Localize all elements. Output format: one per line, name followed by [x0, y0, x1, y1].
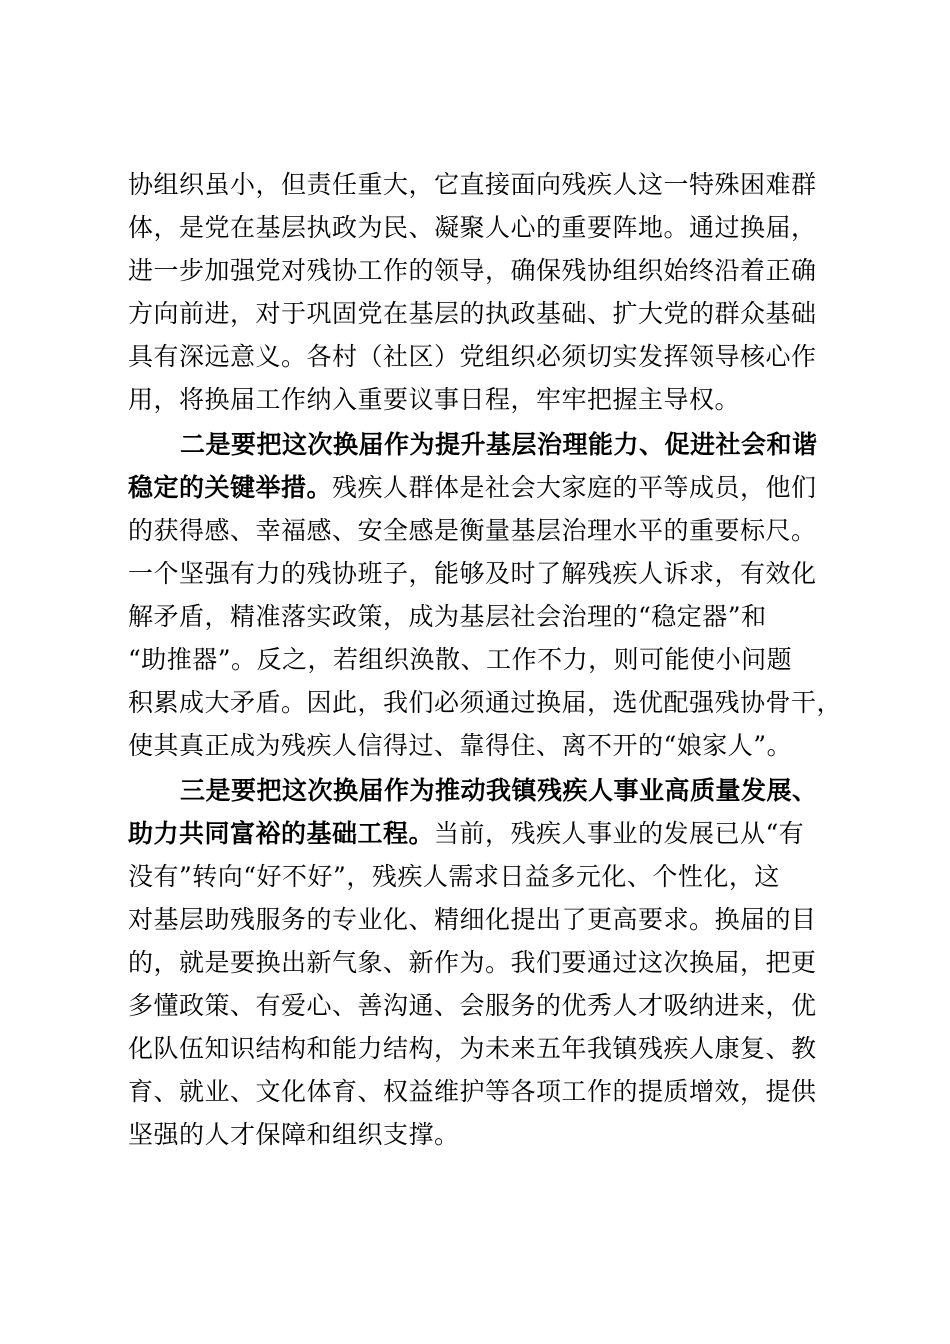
text-line: 的获得感、幸福感、安全感是衡量基层治理水平的重要标尺。 [128, 516, 817, 545]
text-line: 解矛盾，精准落实政策，成为基层社会治理的“稳定器”和 [128, 602, 767, 631]
text-line [128, 467, 848, 509]
text-line: 进一步加强党对残协工作的领导，确保残协组织始终沿着正确 [128, 256, 817, 285]
text-line: 积累成大矛盾。因此，我们必须通过换届，选优配强残协骨干， [128, 688, 843, 717]
text-line: 的，就是要换出新气象、新作为。我们要通过这次换届，把更 [128, 948, 817, 977]
text-line: 没有”转向“好不好”，残疾人需求日益多元化、个性化，这 [128, 862, 780, 891]
section-heading: 二是要把这次换届作为提升基层治理能力、促进社会和谐 [180, 430, 818, 459]
text-line: 体，是党在基层执政为民、凝聚人心的重要阵地。通过换届， [128, 213, 817, 242]
text-line: 育、就业、文化体育、权益维护等各项工作的提质增效，提供 [128, 1077, 817, 1106]
text-line: 方向前进，对于巩固党在基层的执政基础、扩大党的群众基础 [128, 299, 817, 328]
text-line: 具有深远意义。各村（社区）党组织必须切实发挥领导核心作 [128, 342, 817, 371]
text-line: 坚强的人才保障和组织支撑。 [128, 1120, 460, 1149]
text-line: 对基层助残服务的专业化、精细化提出了更高要求。换届的目 [128, 905, 817, 934]
text-line: 化队伍知识结构和能力结构，为未来五年我镇残疾人康复、教 [128, 1034, 817, 1063]
text-line [128, 813, 848, 855]
text-line: “助推器”。反之，若组织涣散、工作不力，则可能使小问题 [128, 645, 793, 674]
text-line: 协组织虽小，但责任重大，它直接面向残疾人这一特殊困难群 [128, 170, 817, 199]
text-line: 一个坚强有力的残协班子，能够及时了解残疾人诉求，有效化 [128, 559, 817, 588]
text-line: 用，将换届工作纳入重要议事日程，牢牢把握主导权。 [128, 385, 741, 414]
section-heading: 助力共同富裕的基础工程。 [128, 819, 435, 848]
text-line: 使其真正成为残疾人信得过、靠得住、离不开的“娘家人”。 [128, 731, 793, 760]
text-span: 残疾人群体是社会大家庭的平等成员，他们 [332, 473, 817, 502]
section-heading: 稳定的关键举措。 [128, 473, 333, 502]
section-heading: 三是要把这次换届作为推动我镇残疾人事业高质量发展、 [180, 776, 818, 805]
text-span: 当前，残疾人事业的发展已从“有 [434, 819, 805, 848]
text-line: 多懂政策、有爱心、善沟通、会服务的优秀人才吸纳进来，优 [128, 991, 817, 1020]
